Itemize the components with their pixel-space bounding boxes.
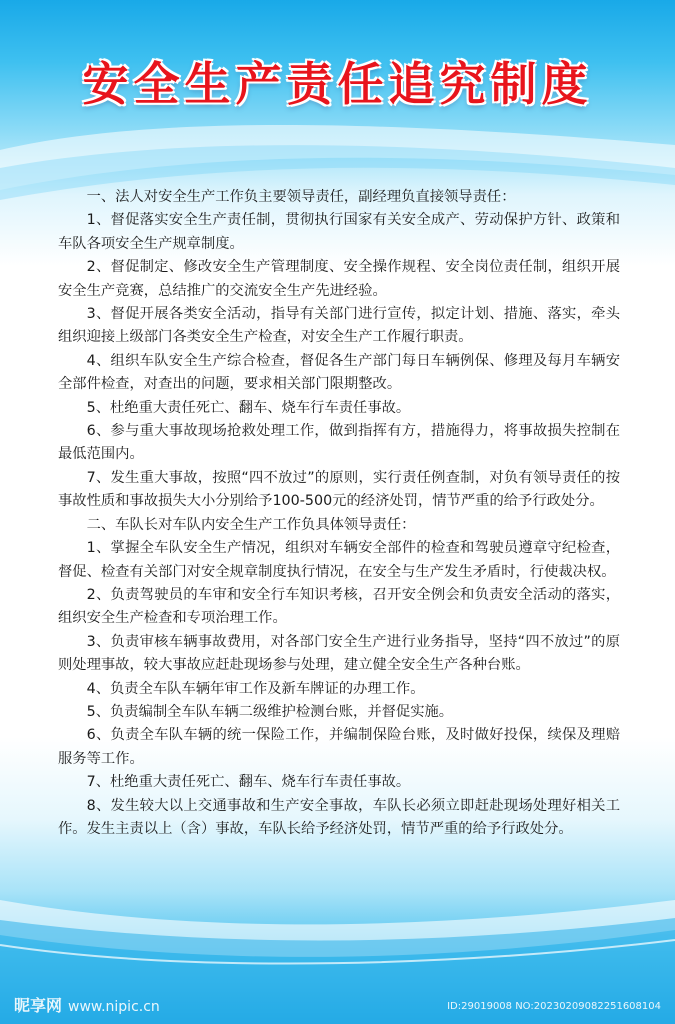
list-item: 4、负责全车队车辆年审工作及新车牌证的办理工作。	[86, 680, 425, 697]
regulation-body	[58, 186, 620, 841]
list-item: 4、组织车队安全生产综合检查，督促各生产部门每日车辆例保、修理及每月车辆安全部件检查，对查出的问题，要求相关部门限期整改。	[58, 352, 620, 393]
list-item: 6、负责全车队车辆的统一保险工作，并编制保险台账，及时做好投保，续保及理赔服务等工作。	[58, 727, 620, 767]
list-item: 1、掌握全车队安全生产情况，组织对车辆安全部件的检查和驾驶员遵章守纪检查，督促、检查有关部门对安全规章制度执行情况，在安全与生产发生矛盾时，行使裁决权。	[58, 540, 620, 580]
list-item: 8、发生较大以上交通事故和生产安全事故，车队长必须立即赶赴现场处理好相关工作。发生主责以上（含）事故，车队长给予经济处罚，情节严重的给予行政处分。	[58, 797, 620, 837]
list-item: 6、参与重大事故现场抢救处理工作，做到指挥有方，措施得力，将事故损失控制在最低范围内。	[58, 423, 620, 463]
section-heading-2: 二、车队长对车队内安全生产工作负具体领导责任：	[86, 516, 416, 533]
watermark-logo: 昵享网	[14, 996, 63, 1015]
watermark-site: www.nipic.cn	[68, 999, 160, 1015]
section-heading-1: 一、法人对安全生产工作负主要领导责任，副经理负直接领导责任：	[86, 189, 516, 205]
list-item: 5、负责编制全车队车辆二级维护检测台账，并督促实施。	[86, 703, 454, 720]
list-item: 7、杜绝重大责任死亡、翻车、烧车行车责任事故。	[86, 774, 411, 791]
list-item: 2、督促制定、修改安全生产管理制度、安全操作规程、安全岗位责任制，组织开展安全生产竞赛，总结推广的交流安全生产先进经验。	[58, 259, 620, 299]
image-id-label: ID:29019008 NO:20230209082251608104	[447, 1001, 661, 1012]
list-item: 1、督促落实安全生产责任制，贯彻执行国家有关安全成产、劳动保护方针、政策和车队各项安全生产规章制度。	[58, 212, 620, 252]
list-item: 7、发生重大事故，按照“四不放过”的原则，实行责任例查制，对负有领导责任的按事故性质和事故损失大小分别给予100-500元的经济处罚，情节严重的给予行政处分。	[58, 469, 620, 510]
list-item: 3、负责审核车辆事故费用，对各部门安全生产进行业务指导，坚持“四不放过”的原则处理事故，较大事故应赶赴现场参与处理，建立健全安全生产各种台账。	[58, 633, 620, 674]
list-item: 5、杜绝重大责任死亡、翻车、烧车行车责任事故。	[86, 399, 411, 416]
watermark	[14, 993, 160, 1016]
page-title: 安全生产责任追究制度	[82, 57, 593, 111]
list-item: 3、督促开展各类安全活动，指导有关部门进行宣传，拟定计划、措施、落实，牵头组织迎接上级部门各类安全生产检查，对安全生产工作履行职责。	[58, 306, 620, 346]
list-item: 2、负责驾驶员的车审和安全行车知识考核，召开安全例会和负责安全活动的落实，组织安全生产检查和专项治理工作。	[58, 586, 620, 627]
